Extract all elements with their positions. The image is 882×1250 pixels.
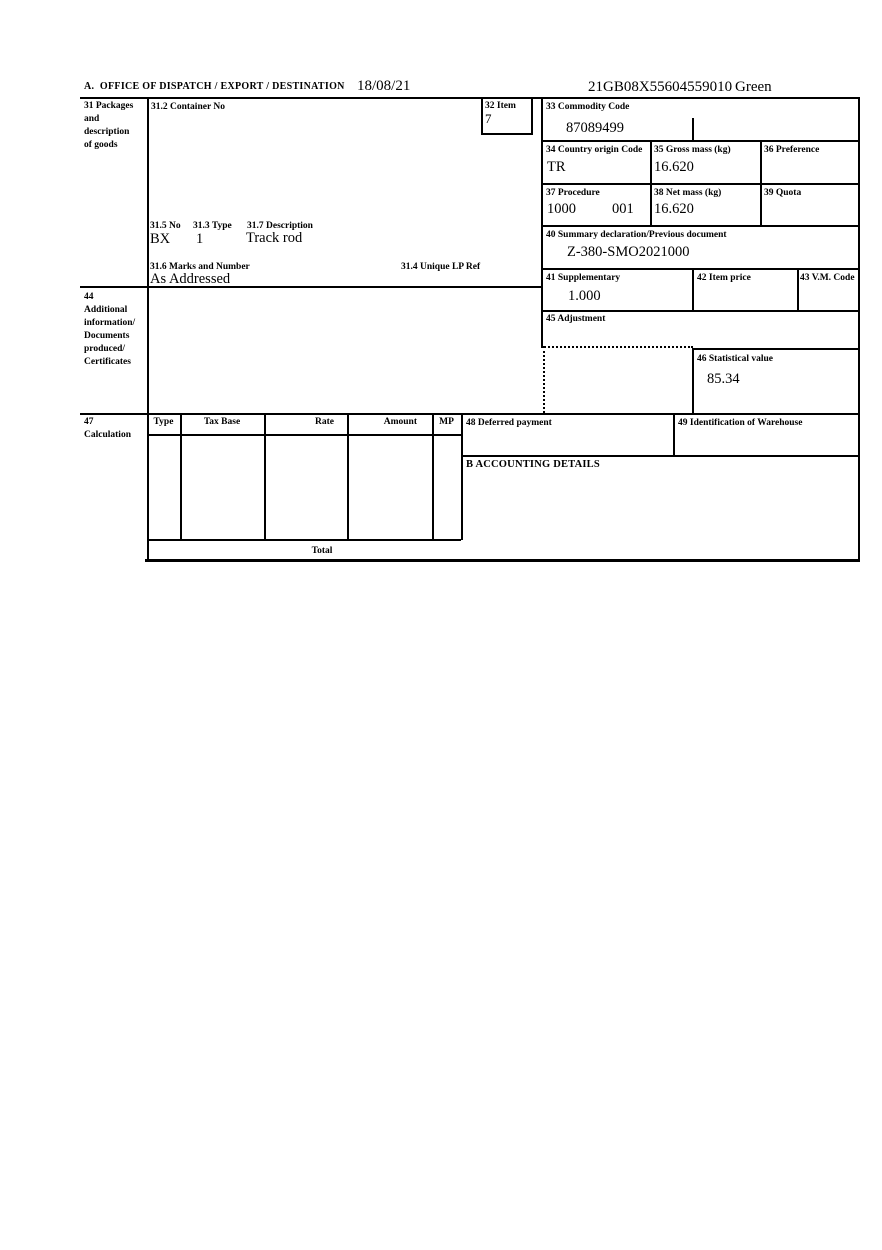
- box35-gross-mass-label: 35 Gross mass (kg): [654, 145, 731, 155]
- grid-line: [461, 413, 463, 540]
- acceptance-date: 18/08/21: [357, 78, 411, 94]
- box34-country-origin-value: TR: [547, 159, 566, 175]
- box31-4-unique-lp-ref-label: 31.4 Unique LP Ref: [401, 262, 481, 272]
- box31-5-no-label: 31.5 No: [150, 221, 181, 231]
- office-of-dispatch-heading: A. OFFICE OF DISPATCH / EXPORT / DESTINATION: [84, 81, 345, 92]
- routing-indicator: Green: [735, 79, 772, 95]
- box36-preference-label: 36 Preference: [764, 145, 820, 155]
- box42-item-price-label: 42 Item price: [697, 273, 751, 283]
- box40-summary-declaration-label: 40 Summary declaration/Previous document: [546, 230, 727, 240]
- box31-6-marks-value: As Addressed: [150, 271, 231, 287]
- grid-line: [347, 413, 349, 539]
- box41-supplementary-value: 1.000: [568, 288, 601, 304]
- grid-line: [692, 348, 860, 350]
- calc-total-label: Total: [311, 546, 333, 556]
- box31-7-description-label: 31.7 Description: [247, 221, 313, 231]
- grid-line: [541, 140, 860, 142]
- box31-5-no-value: BX: [150, 231, 171, 247]
- box46-statistical-value-value: 85.34: [707, 371, 740, 387]
- grid-line: [180, 413, 182, 539]
- box31-3-type-label: 31.3 Type: [193, 221, 232, 231]
- calc-header-type: Type: [153, 417, 174, 427]
- grid-line: [432, 413, 434, 539]
- grid-line: [692, 348, 694, 413]
- box33-commodity-code-value: 87089499: [566, 120, 624, 136]
- grid-line: [858, 97, 860, 562]
- box37-procedure-value: 1000: [547, 201, 576, 217]
- box45-adjustment-label: 45 Adjustment: [546, 314, 606, 324]
- box44-additional-information-label: 44 Additional information/ Documents produced/ Certificates: [84, 292, 136, 367]
- box38-net-mass-label: 38 Net mass (kg): [654, 188, 722, 198]
- box43-vm-code-label: 43 V.M. Code: [800, 273, 855, 283]
- grid-line: [541, 225, 860, 227]
- calc-header-amount: Amount: [383, 417, 417, 427]
- grid-line: [80, 97, 860, 99]
- grid-line: [692, 118, 694, 140]
- grid-line: [147, 539, 461, 541]
- box31-6-marks-label: 31.6 Marks and Number: [150, 262, 250, 272]
- dotted-grid-line: [541, 346, 693, 348]
- box35-gross-mass-value: 16.620: [654, 159, 694, 175]
- box37-procedure-label: 37 Procedure: [546, 188, 600, 198]
- calc-header-mp: MP: [439, 417, 454, 427]
- calc-header-tax-base: Tax Base: [203, 417, 241, 427]
- calc-header-rate: Rate: [315, 417, 334, 427]
- box48-deferred-payment-label: 48 Deferred payment: [466, 418, 552, 428]
- box37-procedure-additional-value: 001: [612, 201, 634, 217]
- box34-country-origin-label: 34 Country origin Code: [546, 145, 643, 155]
- grid-line: [541, 310, 860, 312]
- grid-line: [481, 97, 483, 133]
- box33-commodity-code-label: 33 Commodity Code: [546, 102, 630, 112]
- box31-2-container-no-label: 31.2 Container No: [151, 102, 225, 112]
- grid-line: [531, 97, 533, 133]
- dotted-grid-line: [543, 346, 545, 413]
- grid-line: [461, 455, 860, 457]
- box49-identification-warehouse-label: 49 Identification of Warehouse: [678, 418, 803, 428]
- grid-line: [147, 434, 461, 436]
- box32-item-value: 7: [485, 111, 492, 126]
- box39-quota-label: 39 Quota: [764, 188, 802, 198]
- box31-packages-label: 31 Packages and description of goods: [84, 101, 134, 150]
- grid-line: [80, 413, 860, 415]
- grid-line: [650, 140, 652, 225]
- box41-supplementary-label: 41 Supplementary: [546, 273, 621, 283]
- box46-statistical-value-label: 46 Statistical value: [697, 354, 773, 364]
- grid-line: [692, 268, 694, 310]
- grid-line: [673, 413, 675, 455]
- box31-3-type-value: 1: [196, 231, 204, 247]
- grid-line: [147, 97, 149, 562]
- box40-summary-declaration-value: Z-380-SMO2021000: [567, 244, 690, 260]
- box38-net-mass-value: 16.620: [654, 201, 694, 217]
- grid-line: [541, 97, 543, 348]
- grid-line: [481, 133, 533, 135]
- grid-line: [145, 559, 860, 562]
- box47-calculation-label: 47 Calculation: [84, 417, 131, 440]
- grid-line: [264, 413, 266, 539]
- grid-line: [541, 183, 860, 185]
- grid-line: [797, 268, 799, 310]
- grid-line: [541, 268, 860, 270]
- box32-item-label: 32 Item: [485, 101, 516, 111]
- movement-reference-number: 21GB08X55604559010: [588, 79, 733, 95]
- box31-7-description-value: Track rod: [246, 230, 303, 246]
- accounting-details-heading: B ACCOUNTING DETAILS: [466, 459, 600, 470]
- grid-line: [760, 140, 762, 225]
